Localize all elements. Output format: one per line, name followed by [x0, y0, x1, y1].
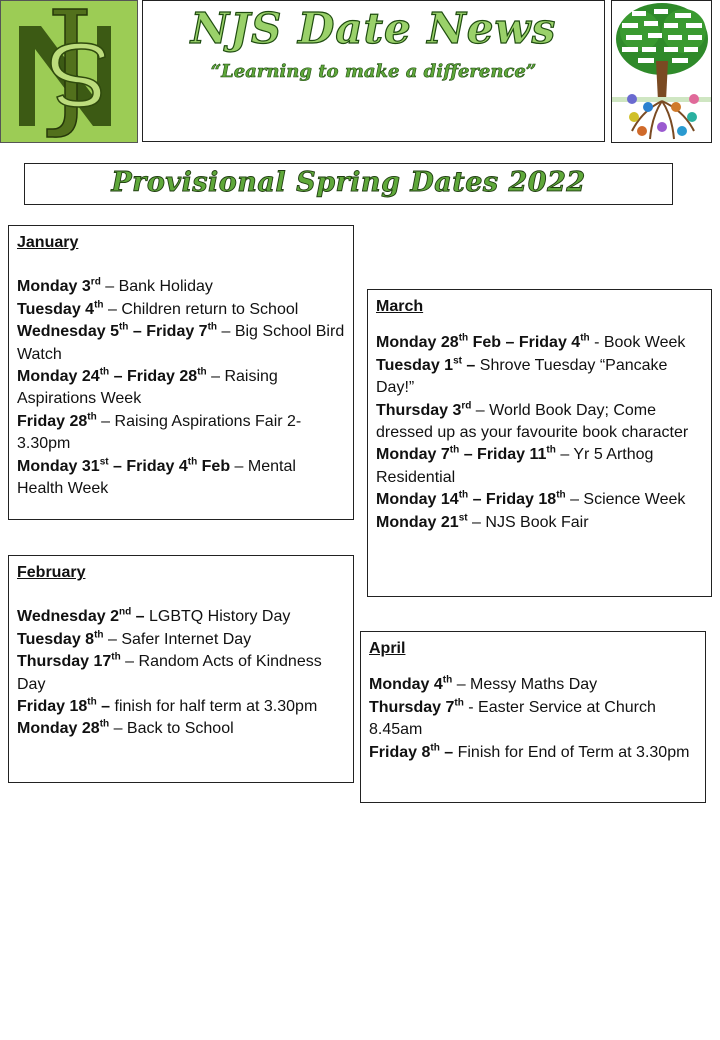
- month-title: January: [17, 234, 79, 251]
- list-item: Monday 14th – Friday 18th – Science Week: [376, 489, 686, 509]
- list-item: Tuesday 8th – Safer Internet Day: [17, 629, 252, 648]
- list-item: Monday 4th – Messy Maths Day: [369, 675, 598, 694]
- list-item: Monday 7th – Friday 11th – Yr 5 Arthog Residential: [376, 445, 654, 486]
- list-item: Monday 28th Feb – Friday 4th - Book Week: [376, 333, 686, 352]
- school-motto: “Learning to make a difference”: [210, 61, 537, 82]
- newsletter-title: NJS Date News: [190, 4, 557, 53]
- list-item: Tuesday 1st – Shrove Tuesday “Pancake Day!”: [376, 355, 668, 397]
- list-item: Thursday 17th – Random Acts of Kindness Day: [17, 651, 322, 693]
- page-banner: Provisional Spring Dates 2022: [24, 163, 673, 205]
- list-item: Thursday 7th - Easter Service at Church 8.45am: [369, 697, 656, 739]
- list-item: Monday 21st – NJS Book Fair: [376, 512, 589, 531]
- list-item: Friday 8th – Finish for End of Term at 3.30pm: [369, 742, 690, 761]
- list-item: Monday 24th – Friday 28th – Raising Aspirations Week: [17, 366, 278, 408]
- month-box-april: [360, 631, 706, 803]
- month-box-february: [8, 555, 354, 783]
- school-logo: [0, 0, 138, 143]
- list-item: Tuesday 4th – Children return to School: [17, 299, 299, 318]
- list-item: Monday 28th – Back to School: [17, 719, 234, 738]
- list-item: Monday 3rd – Bank Holiday: [17, 277, 213, 296]
- month-box-january: [8, 225, 354, 520]
- list-item: Friday 18th – finish for half term at 3.30pm: [17, 696, 318, 716]
- month-title: March: [376, 298, 424, 315]
- list-item: Wednesday 2nd – LGBTQ History Day: [17, 607, 291, 626]
- month-title: April: [369, 640, 406, 657]
- njs-monogram-icon: [1, 1, 138, 143]
- tree-icon: [612, 1, 712, 143]
- month-box-march: [367, 289, 712, 597]
- list-item: Thursday 3rd – World Book Day; Come dressed up as your favourite book character: [376, 400, 689, 442]
- list-item: Wednesday 5th – Friday 7th – Big School Bird Watch: [17, 321, 345, 363]
- list-item: Friday 28th – Raising Aspirations Fair 2-3.30pm: [17, 411, 302, 453]
- list-item: Monday 31st – Friday 4th Feb – Mental Health Week: [17, 456, 296, 498]
- month-title: February: [17, 564, 86, 581]
- newsletter-header: [142, 0, 605, 142]
- values-tree-image: [611, 0, 712, 143]
